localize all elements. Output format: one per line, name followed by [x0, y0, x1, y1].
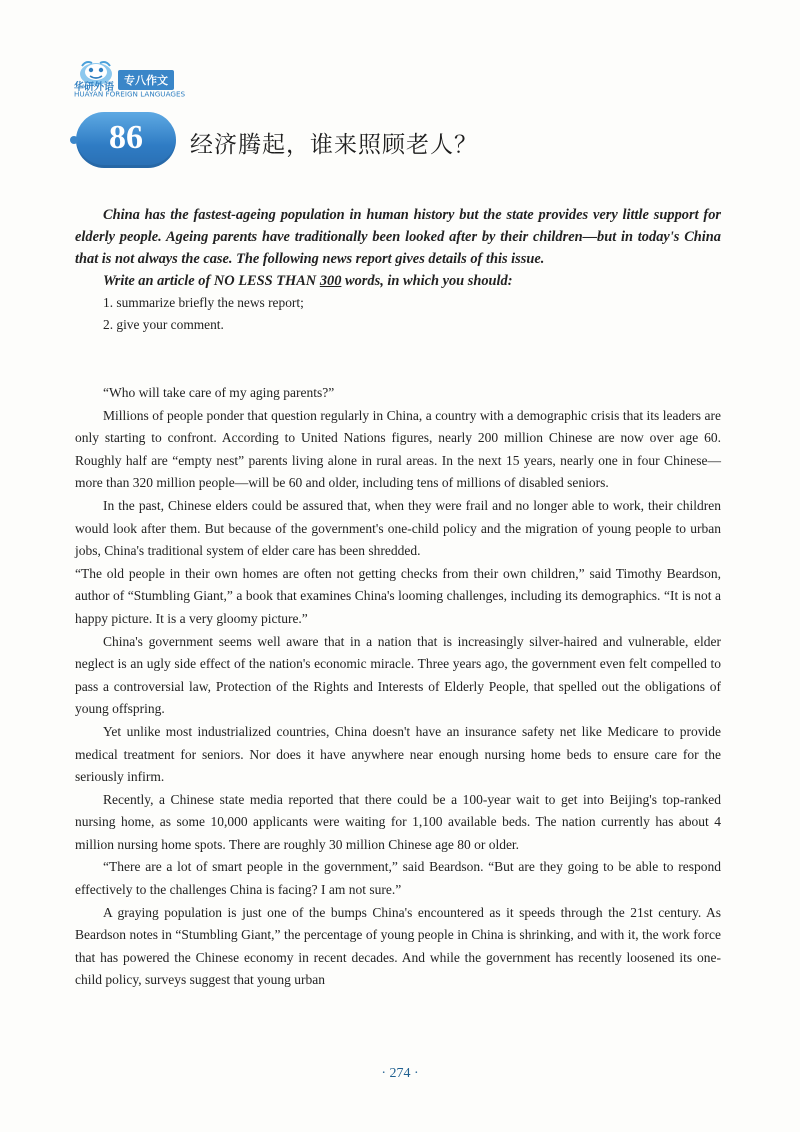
- article-paragraph: Millions of people ponder that question regularly in China, a country with a demographic crisis that its leaders are only starting to confront. According to United Nations figures, nearly 200 million Chinese are now over age 60. Roughly half are “empty nest” parents living alone in rural areas. In the next 15 years, nearly one in four Chinese—more than 320 million people—will be 60 and older, including tens of millions of disabled seniors.: [75, 407, 721, 491]
- article-paragraph: China's government seems well aware that in a nation that is increasingly silver-haired and vulnerable, elder neglect is an ugly side effect of the nation's economic miracle. Three years ago, the government even felt compelled to pass a controversial law, Protection of the Rights and Interests of Elderly People, that spelled out the obligations of young offspring.: [75, 633, 721, 717]
- article-paragraph: “There are a lot of smart people in the government,” said Beardson. “But are they going to be able to respond effectively to the challenges China is facing? I am not sure.”: [75, 859, 721, 898]
- page-title: 经济腾起，谁来照顾老人？: [190, 132, 478, 158]
- article-paragraph: A graying population is just one of the bumps China's encountered as it speeds through the 21st century. As Beardson notes in “Stumbling Giant,” the percentage of young people in China is shrinking, and with it, the work force that has powered the Chinese economy in recent decades. And while the government has recently loosened its one-child policy, surveys suggest that young urban: [75, 904, 721, 988]
- requirement-item-2: 2. give your comment.: [103, 317, 224, 332]
- requirement-after: words, in which you should:: [341, 273, 513, 289]
- title-row: [68, 112, 488, 168]
- article-paragraph: Recently, a Chinese state media reported that there could be a 100-year wait to get into Beijing's top-ranked nursing home, as some 10,000 applicants were waiting for 1,100 available beds. The nation currently has about 4 million nursing home spots. There are roughly 30 million Chinese age 80 or older.: [75, 791, 721, 852]
- requirement-text: [75, 270, 721, 292]
- essay-number: 86: [109, 119, 143, 156]
- number-badge: [76, 112, 176, 168]
- essay-prompt: [75, 204, 721, 336]
- article-paragraph: Yet unlike most industrialized countries, China doesn't have an insurance safety net like Medicare to provide medical treatment for seniors. Nor does it have anywhere near enough nursing home beds to ensure care for the seriously infirm.: [75, 723, 721, 785]
- article-paragraph: In the past, Chinese elders could be assured that, when they were frail and no longer able to work, their children would look after them. But because of the government's one-child policy and the migration of young people to urban jobs, China's traditional system of elder care has been shredded.: [75, 497, 721, 559]
- article-paragraph: “Who will take care of my aging parents?”: [103, 385, 335, 400]
- requirement-item-1: 1. summarize briefly the news report;: [103, 295, 304, 310]
- article-paragraph: “The old people in their own homes are often not getting checks from their own children,” said Timothy Beardson, author of “Stumbling Giant,” a book that examines China's looming challenges, including its demographics. “It is not a happy picture. It is a very gloomy picture.”: [75, 565, 721, 626]
- prompt-text: China has the fastest-ageing population in human history but the state provides very little support for elderly people. Ageing parents have traditionally been looked after by their children—but in today's China that is not always the case. The following news report gives details of this issue.: [75, 207, 721, 267]
- word-count: 300: [319, 273, 342, 289]
- page-number: · 274 ·: [381, 1066, 419, 1081]
- section-tag: 专八作文: [118, 70, 174, 90]
- requirement-before: Write an article of NO LESS THAN: [103, 273, 320, 289]
- logo-text: 华研外语: [74, 82, 114, 93]
- news-article: [75, 382, 721, 992]
- logo-subtext: HUAYAN FOREIGN LANGUAGES: [74, 90, 186, 99]
